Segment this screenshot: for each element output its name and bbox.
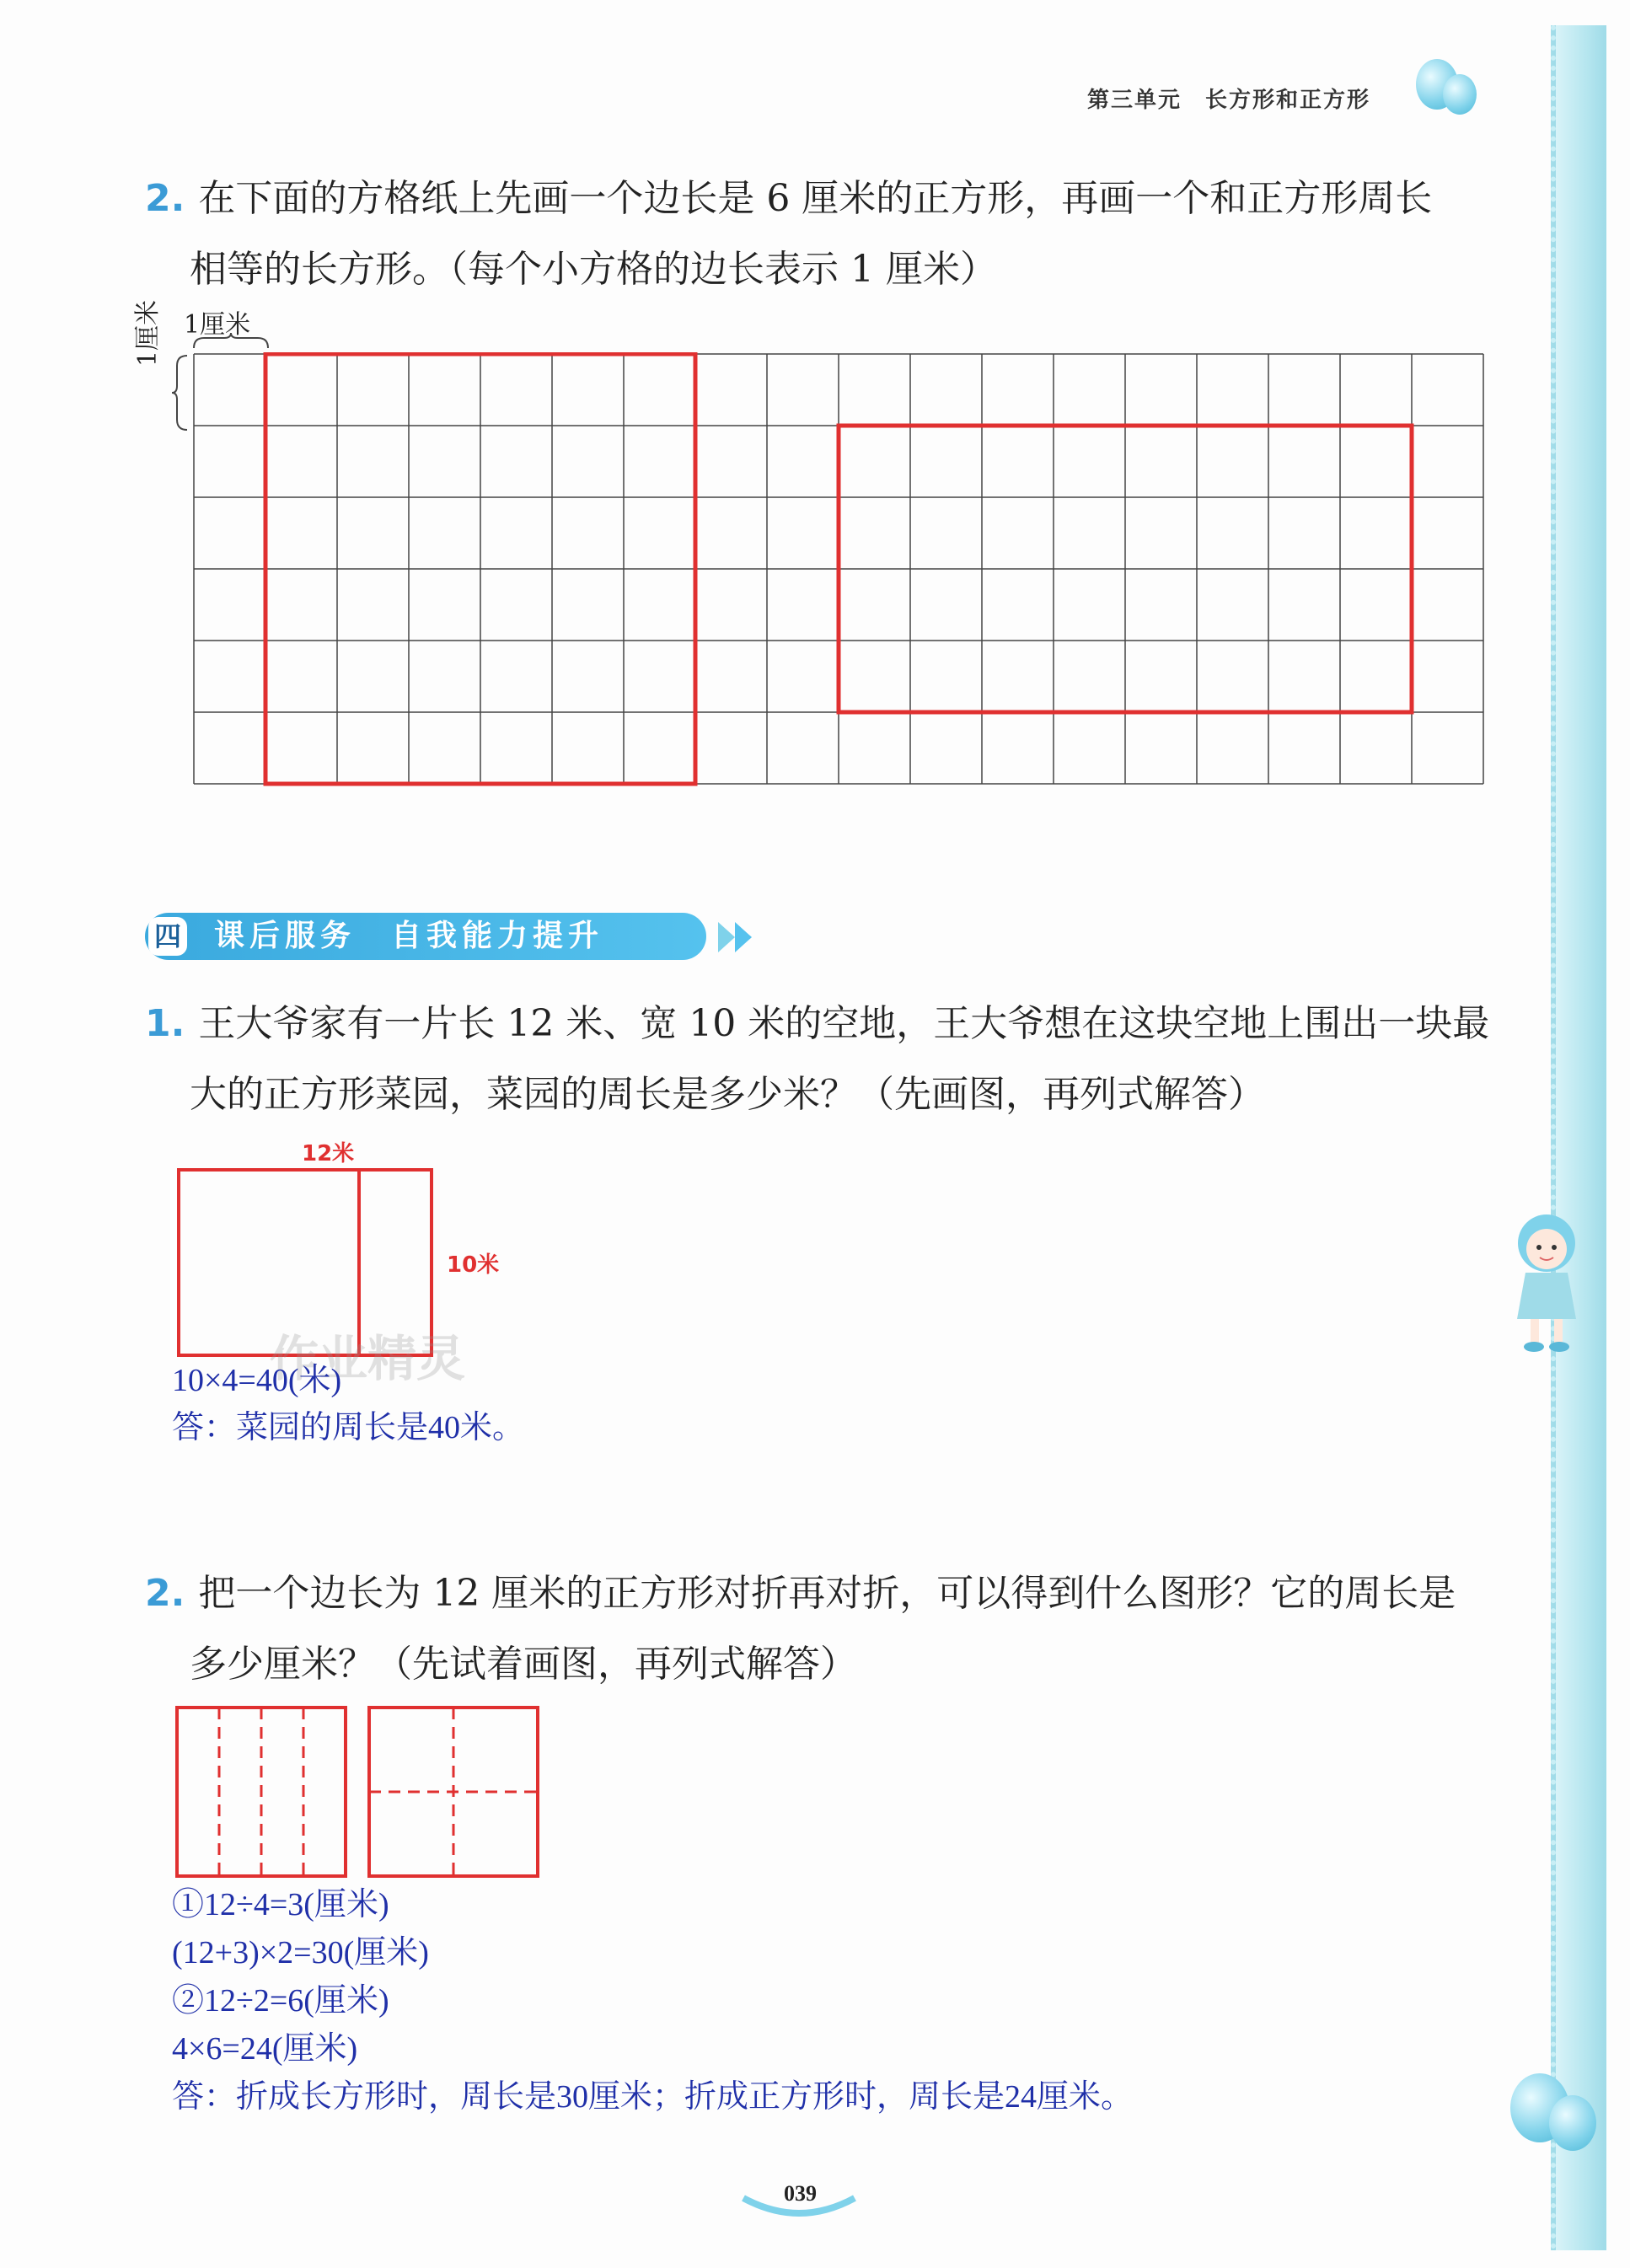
balloon-icon bbox=[1443, 74, 1477, 115]
side-decoration-strip bbox=[1551, 25, 1606, 2250]
girl-mascot-icon bbox=[1500, 1205, 1593, 1357]
page-number: 039 bbox=[784, 2181, 817, 2206]
double-arrow-icon bbox=[715, 919, 759, 956]
section-banner bbox=[145, 913, 706, 960]
unit-header: 第三单元 长方形和正方形 bbox=[1087, 88, 1371, 113]
width-label: 10米 bbox=[447, 1252, 500, 1278]
section-title: 课后服务 自我能力提升 bbox=[214, 919, 604, 953]
question-1-line2: 大的正方形菜园，菜园的周长是多少米？（先画图，再列式解答） bbox=[190, 1073, 1265, 1116]
square-grid-paper bbox=[192, 352, 1495, 799]
question-2-top-line1 bbox=[145, 163, 1432, 235]
answer-line: 答：菜园的周长是40米。 bbox=[172, 1410, 525, 1445]
answer-line: ①12÷4=3(厘米) bbox=[172, 1887, 389, 1922]
answer-line: 答：折成长方形时，周长是30厘米；折成正方形时，周长是24厘米。 bbox=[172, 2079, 1134, 2115]
grid-label-brace-v bbox=[172, 354, 189, 432]
balloon-icon bbox=[1549, 2095, 1596, 2151]
length-label: 12米 bbox=[302, 1141, 355, 1166]
question-2-line1 bbox=[145, 1558, 1456, 1630]
question-2-top-line2: 相等的长方形。（每个小方格的边长表示 1 厘米） bbox=[190, 248, 997, 291]
answer-line: ②12÷2=6(厘米) bbox=[172, 1983, 389, 2019]
question-text: 把一个边长为 12 厘米的正方形对折再对折，可以得到什么图形？它的周长是 bbox=[198, 1572, 1456, 1615]
question-text: 在下面的方格纸上先画一个边长是 6 厘米的正方形，再画一个和正方形周长 bbox=[198, 177, 1433, 220]
question-text: 王大爷家有一片长 12 米、宽 10 米的空地，王大爷想在这块空地上围出一块最 bbox=[198, 1002, 1490, 1045]
folded-square-drawing-cross bbox=[366, 1704, 541, 1879]
question-2-line2: 多少厘米？（先试着画图，再列式解答） bbox=[190, 1643, 857, 1686]
folded-square-drawing-vertical bbox=[174, 1704, 349, 1879]
question-1-line1 bbox=[145, 988, 1489, 1060]
question-number: 1. bbox=[145, 1002, 185, 1045]
grid-label-brace-h bbox=[192, 333, 270, 350]
question-number: 2. bbox=[145, 1572, 185, 1615]
grid-label-horizontal: 1厘米 bbox=[184, 310, 251, 340]
question-number: 2. bbox=[145, 177, 185, 220]
answer-line: (12+3)×2=30(厘米) bbox=[172, 1935, 429, 1970]
answer-line: 10×4=40(米) bbox=[172, 1363, 342, 1398]
section-badge: 四 bbox=[148, 917, 187, 956]
answer-line: 4×6=24(厘米) bbox=[172, 2031, 358, 2067]
watermark: 作业精灵 bbox=[270, 1330, 466, 1387]
